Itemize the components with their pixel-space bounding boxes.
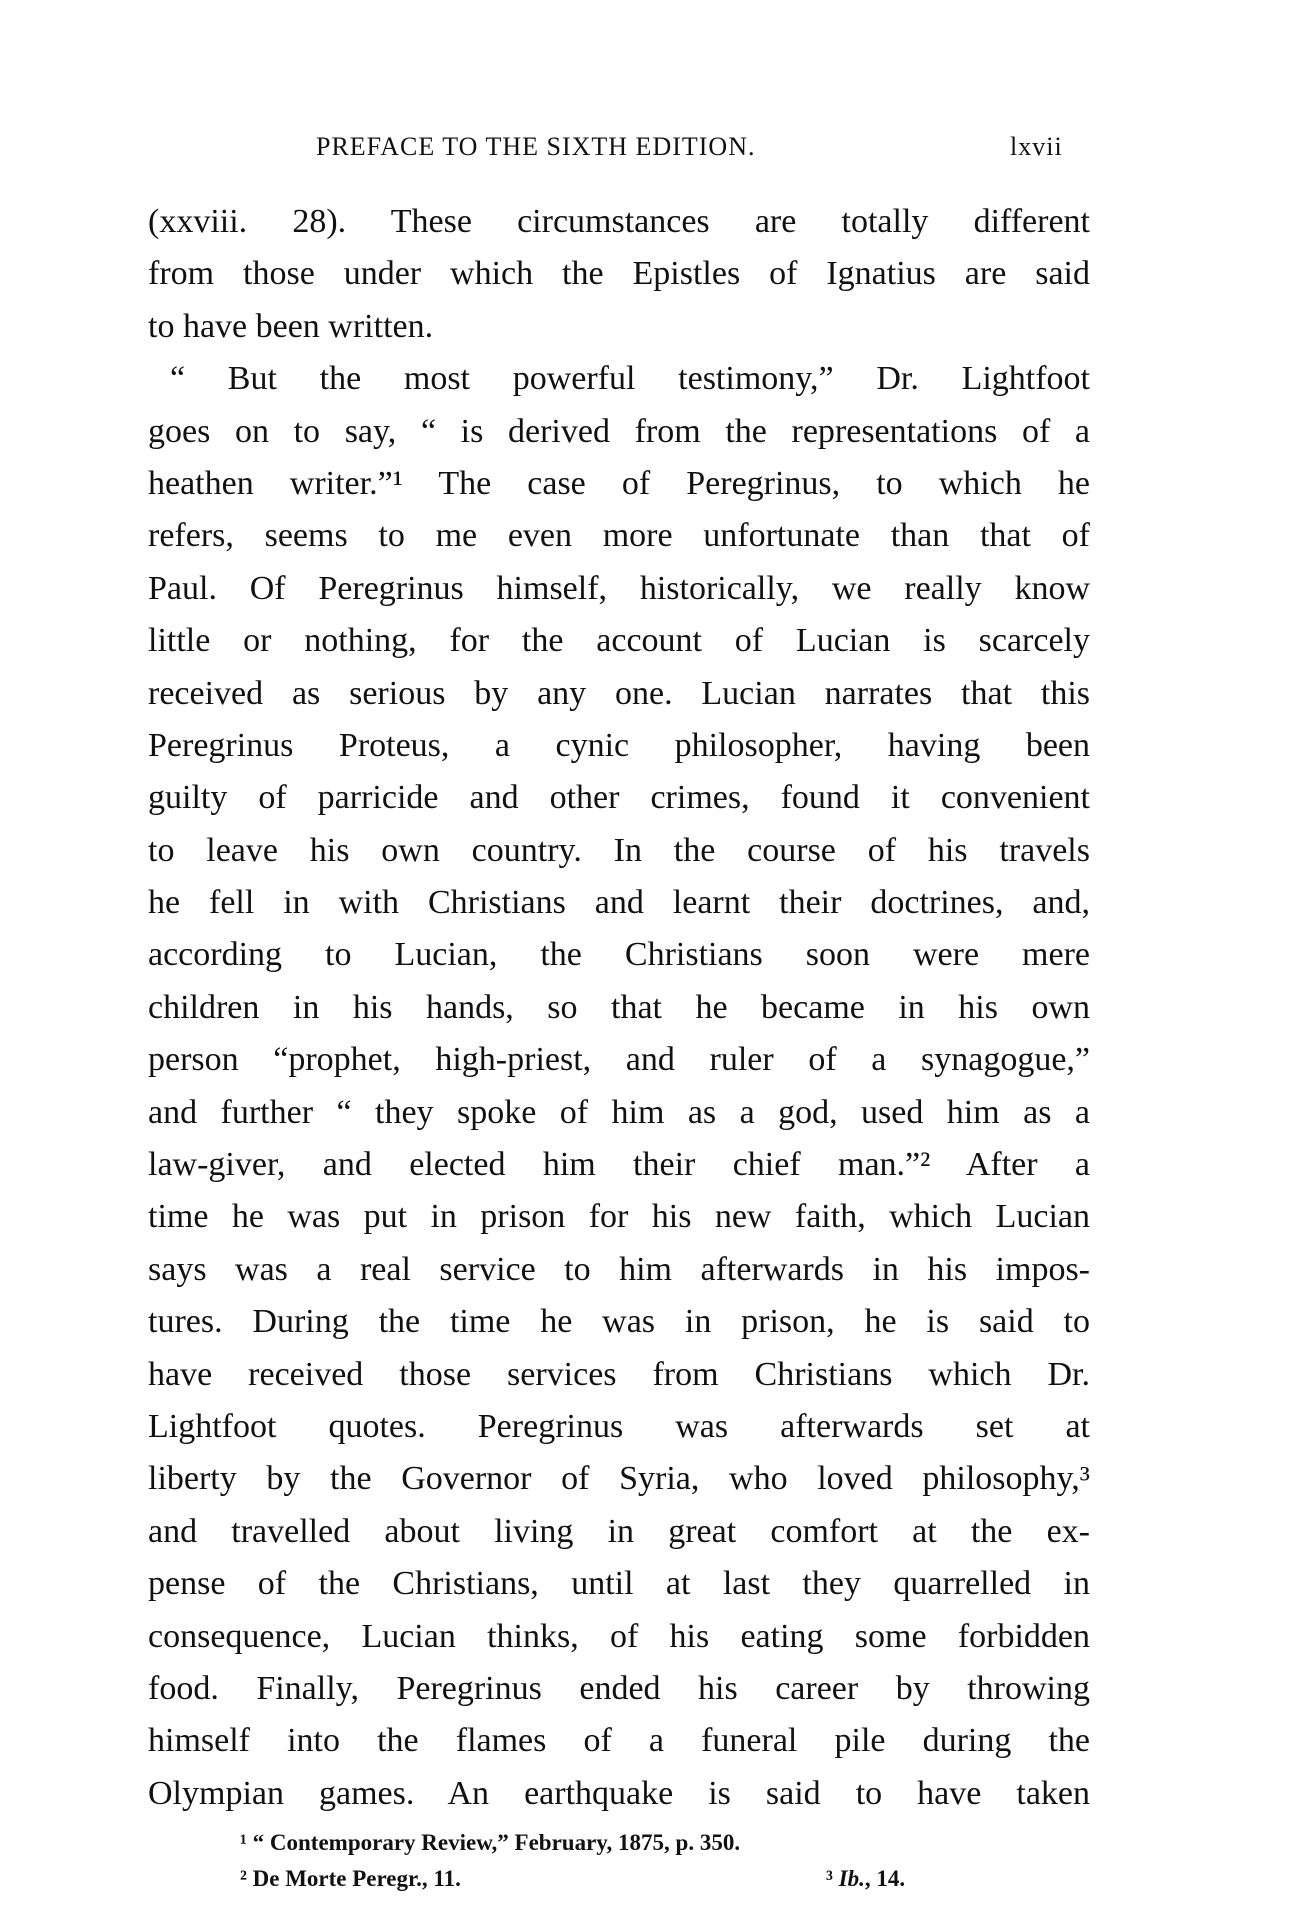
text-line: received as serious by any one. Lucian narrates that this	[148, 674, 1090, 712]
text-line: heathen writer.”¹ The case of Peregrinus, to which he	[148, 464, 1090, 502]
text-line: consequence, Lucian thinks, of his eating some forbidden	[148, 1617, 1090, 1655]
footnote-1: ¹ “ Contemporary Review,” February, 1875, p. 350.	[240, 1830, 741, 1855]
text-line: tures. During the time he was in prison, he is said to	[148, 1303, 1090, 1341]
text-line: (xxviii. 28). These circumstances are totally different	[148, 203, 1090, 240]
footnote-2: ² De Morte Peregr., 11.	[240, 1866, 461, 1891]
text-line: children in his hands, so that he became in his own	[148, 988, 1090, 1026]
text-line: from those under which the Epistles of Ignatius are said	[148, 255, 1090, 293]
text-line: according to Lucian, the Christians soon were mere	[148, 936, 1090, 974]
text-line: little or nothing, for the account of Lucian is scarcely	[148, 622, 1090, 660]
text-line: liberty by the Governor of Syria, who loved philosophy,³	[148, 1460, 1090, 1498]
text-line: “ But the most powerful testimony,” Dr. Lightfoot	[170, 360, 1090, 398]
text-line: food. Finally, Peregrinus ended his career by throwing	[148, 1669, 1090, 1707]
body-text	[148, 196, 1090, 1820]
text-line: person “prophet, high-priest, and ruler of a synagogue,”	[148, 1041, 1090, 1079]
text-line: and further “ they spoke of him as a god, used him as a	[148, 1093, 1090, 1131]
text-line: to have been written.	[148, 307, 434, 345]
footnote-3-mark: ³	[826, 1866, 839, 1891]
footnote-3-rest: , 14.	[864, 1866, 906, 1891]
text-line: he fell in with Christians and learnt their doctrines, and,	[148, 884, 1090, 922]
text-line: law-giver, and elected him their chief man.”² After a	[148, 1146, 1090, 1184]
text-line: and travelled about living in great comfort at the ex-	[148, 1512, 1090, 1550]
text-line: to leave his own country. In the course of his travels	[148, 831, 1090, 869]
text-line: Peregrinus Proteus, a cynic philosopher, having been	[148, 726, 1090, 764]
running-header-title: PREFACE TO THE SIXTH EDITION.	[316, 132, 756, 161]
text-line: time he was put in prison for his new faith, which Lucian	[148, 1198, 1090, 1236]
text-line: Paul. Of Peregrinus himself, historically, we really know	[148, 569, 1090, 607]
text-line: guilty of parricide and other crimes, found it convenient	[148, 779, 1090, 817]
footnote-3	[826, 1866, 905, 1892]
text-line: have received those services from Christians which Dr.	[148, 1355, 1090, 1393]
text-line: says was a real service to him afterwards in his impos-	[148, 1250, 1090, 1288]
footnote-3-ib: Ib.	[838, 1866, 865, 1891]
text-line: himself into the flames of a funeral pile during the	[148, 1722, 1090, 1760]
text-line: pense of the Christians, until at last they quarrelled in	[148, 1565, 1090, 1603]
text-line: Lightfoot quotes. Peregrinus was afterwards set at	[148, 1407, 1090, 1445]
page-number: lxvii	[1010, 132, 1063, 161]
text-line: refers, seems to me even more unfortunate than that of	[148, 517, 1090, 555]
text-line: goes on to say, “ is derived from the representations of a	[148, 412, 1090, 450]
text-line: Olympian games. An earthquake is said to have taken	[148, 1774, 1090, 1812]
